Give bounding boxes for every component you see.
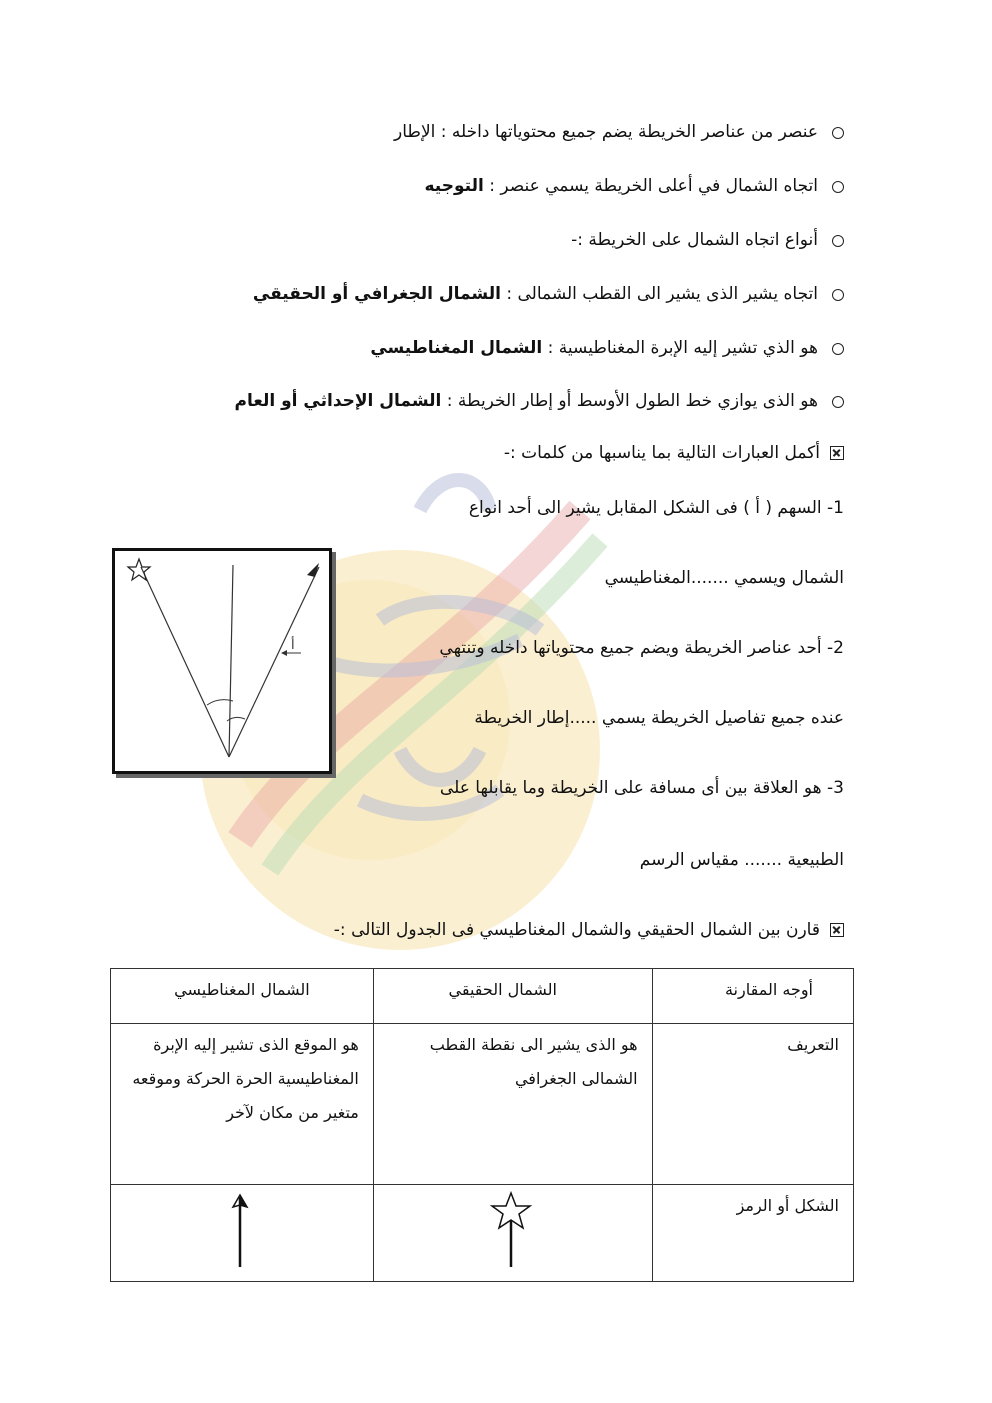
complete-line: الطبيعية ....... مقياس الرسم (639, 850, 844, 870)
half-arrow-icon (220, 1189, 260, 1269)
complete-line: 3- هو العلاقة بين أى مسافة على الخريطة وما يقابلها على (439, 778, 844, 798)
magnetic-north-definition: هو الموقع الذى تشير إليه الإبرة المغناطيسية الحرة الحركة وموقعه متغير من مكان لآخر (111, 1024, 374, 1185)
definition-line: اتجاه الشمال في أعلى الخريطة يسمي عنصر : التوجيه (424, 174, 844, 198)
aspect-definition: التعريف (652, 1024, 853, 1185)
comparison-table (110, 968, 854, 1282)
circle-bullet-icon (832, 181, 844, 193)
definition-line: أنواع اتجاه الشمال على الخريطة :- (571, 228, 844, 252)
definition-line: هو الذي تشير إليه الإبرة المغناطيسية : الشمال المغناطيسي (370, 336, 844, 360)
definition-line: هو الذى يوازي خط الطول الأوسط أو إطار الخريطة : الشمال الإحداثي أو العام (235, 389, 844, 413)
north-arrows-diagram (115, 551, 329, 771)
compare-heading: قارن بين الشمال الحقيقي والشمال المغناطيسي فى الجدول التالى :- (334, 918, 844, 942)
star-arrow-icon (481, 1189, 541, 1269)
true-north-definition: هو الذى يشير الى نقطة القطب الشمالى الجغرافي (373, 1024, 652, 1185)
checkbox-crossed-icon (830, 446, 844, 460)
table-header-row (111, 969, 854, 1024)
table-row (111, 1185, 854, 1282)
complete-heading: أكمل العبارات التالية بما يناسبها من كلمات :- (504, 441, 844, 465)
definition-line: عنصر من عناصر الخريطة يضم جميع محتوياتها داخله : الإطار (394, 120, 844, 144)
circle-bullet-icon (832, 396, 844, 408)
circle-bullet-icon (832, 235, 844, 247)
complete-line: عنده جميع تفاصيل الخريطة يسمي .....إطار الخريطة (474, 708, 844, 728)
header-true-north: الشمال الحقيقي (373, 969, 652, 1024)
north-arrows-figure (112, 548, 332, 774)
complete-line: 1- السهم ( أ ) فى الشكل المقابل يشير الى أحد انواع (468, 498, 844, 518)
circle-bullet-icon (832, 343, 844, 355)
complete-line: الشمال ويسمي .......المغناطيسي (604, 568, 844, 588)
header-magnetic-north: الشمال المغناطيسي (111, 969, 374, 1024)
true-north-symbol-cell (373, 1185, 652, 1282)
circle-bullet-icon (832, 289, 844, 301)
definition-line: اتجاه يشير الذى يشير الى القطب الشمالى : الشمال الجغرافي أو الحقيقي (253, 282, 844, 306)
magnetic-north-symbol-cell (111, 1185, 374, 1282)
aspect-symbol: الشكل أو الرمز (652, 1185, 853, 1282)
figure-label: أ (291, 638, 295, 653)
checkbox-crossed-icon (830, 923, 844, 937)
header-aspect: أوجه المقارنة (652, 969, 853, 1024)
table-row (111, 1024, 854, 1185)
star-icon (128, 559, 150, 580)
complete-line: 2- أحد عناصر الخريطة ويضم جميع محتوياتها داخله وتنتهي (439, 638, 844, 658)
circle-bullet-icon (832, 127, 844, 139)
